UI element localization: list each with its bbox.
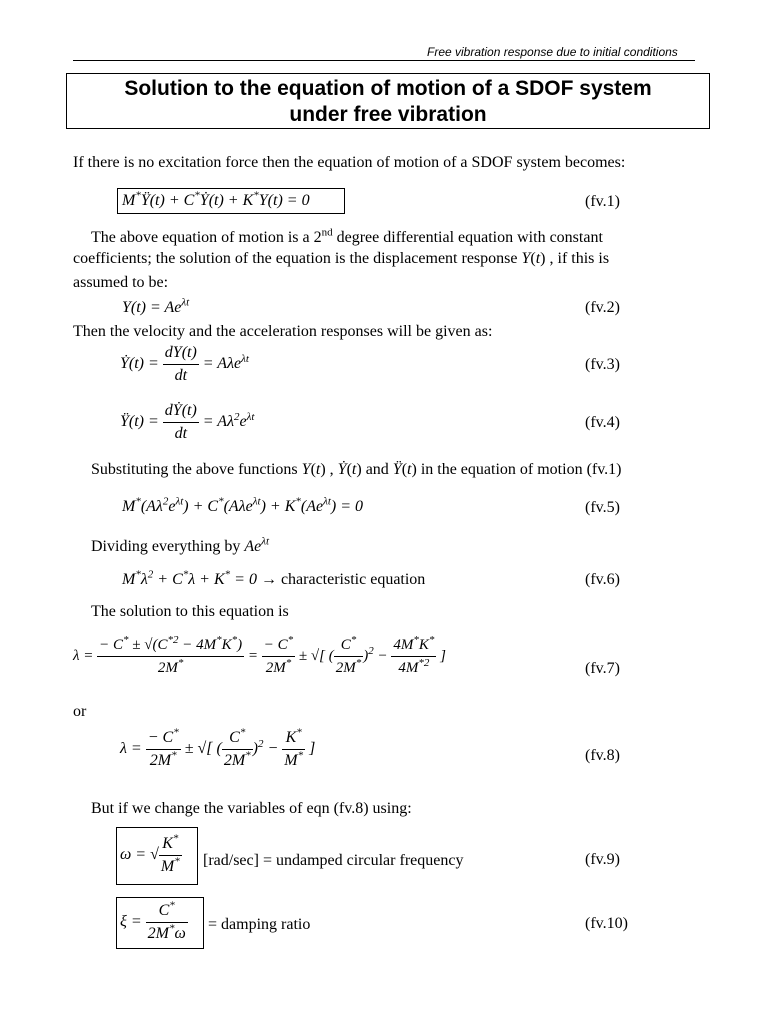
equation-fv10: ξ = $\frac{C^*}{2M^*\omega}$ — [120, 899, 186, 942]
paragraph-2-line-1: The above equation of motion is a 2nd degree differential equation with constant — [91, 226, 603, 246]
equation-fv1: M*Ÿ(t) + C*Ẏ(t) + K*Y(t) = 0 — [122, 189, 310, 209]
paragraph-5 — [91, 537, 269, 557]
equation-number-fv1: (fv.1) — [585, 193, 620, 210]
equation-fv3: Ẏ(t) = $\frac{dY(t)}{dt}$ = Aλe$^{\lambda t}$ — [120, 344, 249, 384]
paragraph-or: or — [73, 703, 87, 720]
header-rule — [73, 60, 695, 61]
equation-number-fv8: (fv.8) — [585, 747, 620, 764]
paragraph-3: Then the velocity and the acceleration responses will be given as: — [73, 323, 493, 340]
equation-number-fv5: (fv.5) — [585, 499, 620, 516]
equation-fv7: λ = $\frac{- C^* \pm √(C^{*2} - 4M^*K^*)}{2M^*}$ = $\frac{- C^*}{2M^*}$ ± √[ ( $\frac{C^*}{2M^*}$ )$^2$ − $\frac{4M^*K^*}{4M^{*2}}$ ] — [73, 634, 446, 676]
paragraph-2-line-3: assumed to be: — [73, 274, 169, 291]
equation-fv6: $M^*\lambda^2 + C^*\lambda + K^* = 0$ → characteristic equation — [122, 568, 426, 588]
equation-fv2: $Y(t) = Ae^{\lambda t}$ — [122, 296, 190, 316]
paragraph-intro: If there is no excitation force then the equation of motion of a SDOF system becomes: — [73, 154, 626, 171]
paragraph-5-text: Dividing everything by — [91, 538, 241, 555]
equation-number-fv9: (fv.9) — [585, 851, 620, 868]
section-title — [66, 73, 710, 129]
paragraph-2-line-2: coefficients; the solution of the equation is the displacement response Y(t) , if this is — [73, 250, 610, 267]
equation-fv8: λ = $\frac{- C^*}{2M^*}$ ± √[ ( $\frac{C^*}{2M^*}$ )$^2$ − $\frac{K^*}{M^*}$ ] — [120, 726, 316, 769]
title-line-1: Solution to the equation of motion of a SDOF system — [124, 77, 652, 100]
equation-fv4: Ÿ(t) = $\frac{\text{dẎ(t)}}{dt}$ = $A\lambda^2e^{\lambda t}$ — [120, 402, 255, 442]
equation-fv6-note: → characteristic equation — [260, 571, 426, 588]
equation-number-fv6: (fv.6) — [585, 571, 620, 588]
equation-number-fv2: (fv.2) — [585, 299, 620, 316]
equation-fv5: $M^*(A\lambda^2e^{\lambda t}) + C^*(A\lambda e^{\lambda t}) + K^*(Ae^{\lambda t}) = 0$ — [122, 495, 364, 515]
equation-number-fv7: (fv.7) — [585, 660, 620, 677]
equation-fv10-note: = damping ratio — [208, 916, 311, 933]
equation-fv9: ω = √ $\frac{K^*}{M^*}$ — [120, 832, 180, 875]
equation-number-fv10: (fv.10) — [585, 915, 628, 932]
paragraph-8: But if we change the variables of eqn (fv.8) using: — [91, 800, 412, 817]
paragraph-4: Substituting the above functions Y(t) , Ẏ(t) and Ÿ(t) in the equation of motion (fv.1) — [91, 461, 622, 478]
title-line-2: under free vibration — [289, 103, 487, 126]
equation-number-fv4: (fv.4) — [585, 414, 620, 431]
running-header: Free vibration response due to initial conditions — [427, 45, 678, 59]
equation-number-fv3: (fv.3) — [585, 356, 620, 373]
paragraph-6: The solution to this equation is — [91, 603, 289, 620]
paragraph-5-math: $Ae^{\lambda t}$ — [244, 535, 270, 555]
equation-fv9-note: [rad/sec] = undamped circular frequency — [203, 852, 464, 869]
